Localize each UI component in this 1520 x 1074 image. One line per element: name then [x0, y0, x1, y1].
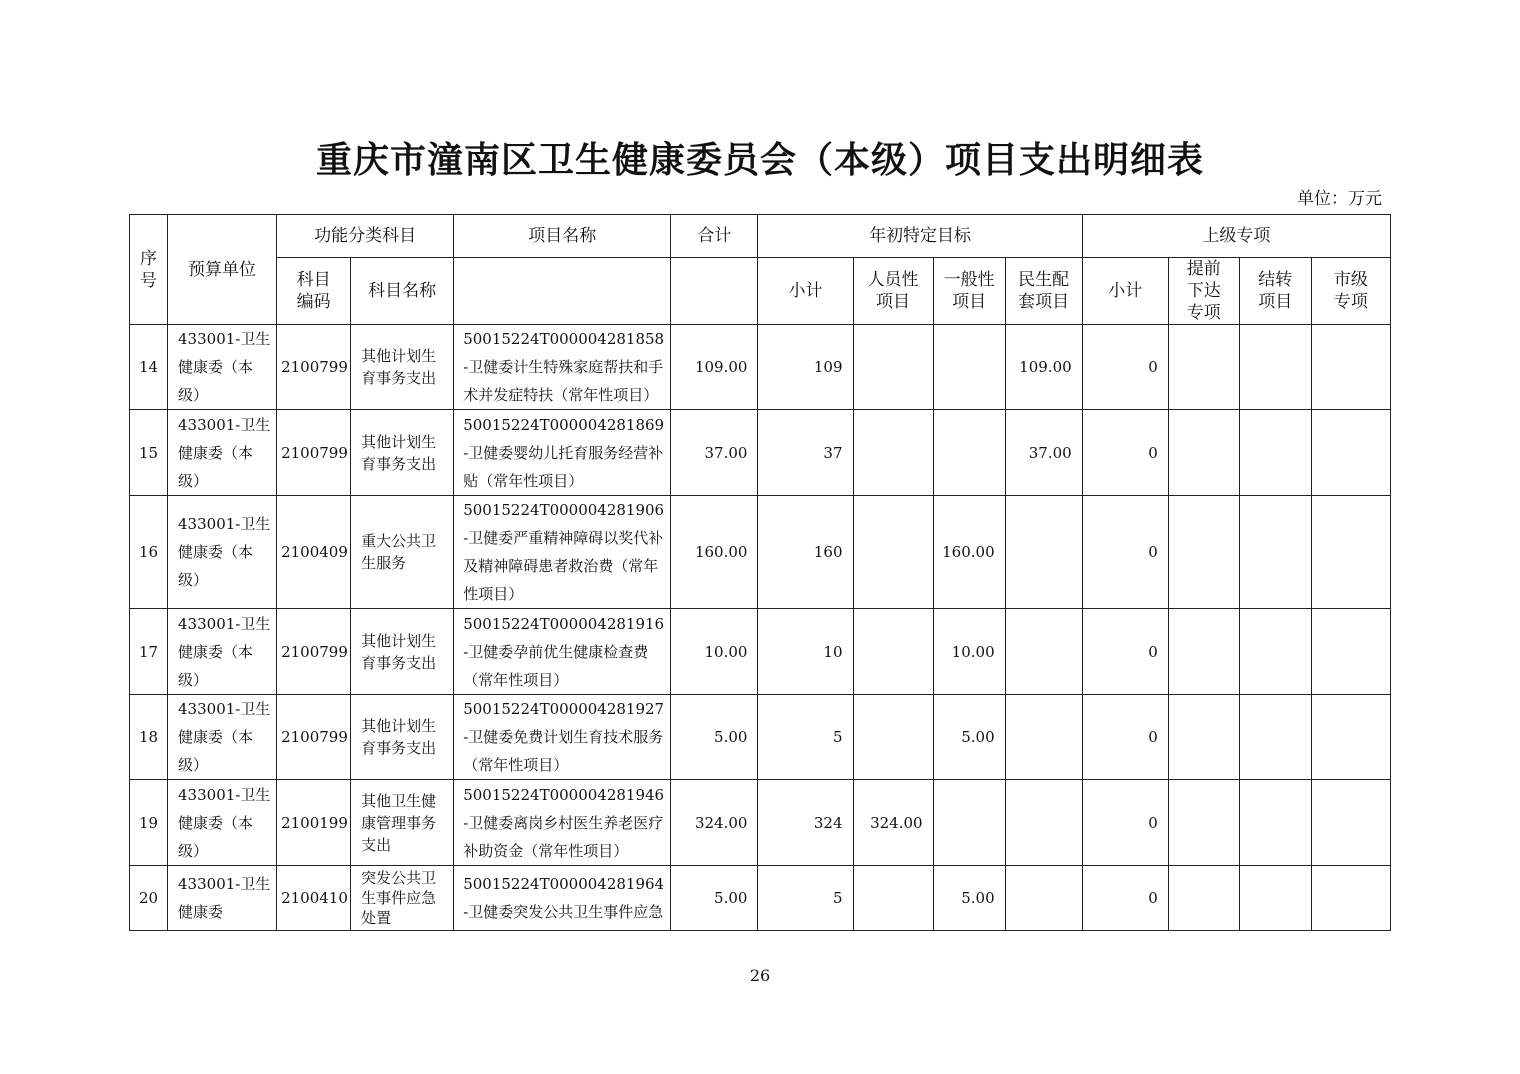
cell-budget-unit: 433001-卫生健康委（本级）	[168, 410, 277, 496]
cell-at-subtotal: 109	[758, 325, 853, 410]
cell-project-name: 50015224T000004281927-卫健委免费计划生育技术服务（常年性项目）	[454, 695, 671, 780]
header-sp-advance: 提前下达专项	[1168, 258, 1239, 325]
cell-at-personnel	[853, 866, 933, 931]
cell-total: 109.00	[671, 325, 758, 410]
cell-sp-carryover	[1239, 780, 1311, 866]
cell-at-subtotal: 37	[758, 410, 853, 496]
cell-seq: 14	[130, 325, 168, 410]
cell-project-name: 50015224T000004281906-卫健委严重精神障碍以奖代补及精神障碍患者救治费（常年性项目）	[454, 496, 671, 609]
cell-at-general: 5.00	[933, 695, 1005, 780]
cell-at-general: 10.00	[933, 609, 1005, 695]
cell-at-general	[933, 780, 1005, 866]
cell-sp-city	[1311, 609, 1390, 695]
table-row	[130, 866, 1391, 931]
cell-sp-city	[1311, 695, 1390, 780]
cell-at-personnel	[853, 496, 933, 609]
cell-sp-subtotal: 0	[1082, 866, 1168, 931]
cell-total: 37.00	[671, 410, 758, 496]
cell-seq: 15	[130, 410, 168, 496]
project-expense-table	[129, 214, 1391, 931]
cell-sp-subtotal: 0	[1082, 695, 1168, 780]
cell-at-subtotal: 10	[758, 609, 853, 695]
cell-subject-code: 2100799	[277, 695, 351, 780]
cell-sp-carryover	[1239, 325, 1311, 410]
cell-at-livelihood	[1005, 695, 1082, 780]
cell-subject-code: 2100799	[277, 609, 351, 695]
cell-sp-advance	[1168, 866, 1239, 931]
cell-at-livelihood	[1005, 496, 1082, 609]
table-row	[130, 410, 1391, 496]
cell-budget-unit: 433001-卫生健康委	[168, 866, 277, 931]
cell-at-personnel	[853, 325, 933, 410]
cell-seq: 18	[130, 695, 168, 780]
cell-sp-advance	[1168, 496, 1239, 609]
cell-at-general: 160.00	[933, 496, 1005, 609]
cell-sp-carryover	[1239, 866, 1311, 931]
cell-sp-city	[1311, 410, 1390, 496]
cell-subject-code: 2100410	[277, 866, 351, 931]
cell-at-livelihood	[1005, 780, 1082, 866]
cell-sp-advance	[1168, 695, 1239, 780]
header-budget-unit: 预算单位	[168, 215, 277, 325]
header-annual-target: 年初特定目标	[758, 215, 1082, 258]
cell-subject-name: 其他卫生健康管理事务支出	[351, 780, 454, 866]
table-row	[130, 325, 1391, 410]
cell-total: 324.00	[671, 780, 758, 866]
header-seq: 序号	[130, 215, 168, 325]
table-row	[130, 695, 1391, 780]
cell-at-general	[933, 410, 1005, 496]
header-func-class: 功能分类科目	[277, 215, 454, 258]
page-number: 26	[749, 966, 771, 985]
header-project-name-blank	[454, 258, 671, 325]
cell-sp-city	[1311, 866, 1390, 931]
cell-at-personnel: 324.00	[853, 780, 933, 866]
cell-at-subtotal: 324	[758, 780, 853, 866]
cell-at-livelihood: 37.00	[1005, 410, 1082, 496]
header-superior: 上级专项	[1082, 215, 1390, 258]
cell-total: 10.00	[671, 609, 758, 695]
cell-at-subtotal: 160	[758, 496, 853, 609]
header-subject-code: 科目编码	[277, 258, 351, 325]
cell-sp-advance	[1168, 609, 1239, 695]
cell-subject-code: 2100409	[277, 496, 351, 609]
cell-total: 160.00	[671, 496, 758, 609]
cell-budget-unit: 433001-卫生健康委（本级）	[168, 609, 277, 695]
cell-seq: 17	[130, 609, 168, 695]
header-at-general: 一般性项目	[933, 258, 1005, 325]
cell-budget-unit: 433001-卫生健康委（本级）	[168, 496, 277, 609]
cell-seq: 16	[130, 496, 168, 609]
cell-project-name: 50015224T000004281916-卫健委孕前优生健康检查费（常年性项目）	[454, 609, 671, 695]
cell-at-general: 5.00	[933, 866, 1005, 931]
header-at-livelihood: 民生配套项目	[1005, 258, 1082, 325]
cell-sp-carryover	[1239, 695, 1311, 780]
cell-sp-advance	[1168, 410, 1239, 496]
table-row	[130, 780, 1391, 866]
cell-at-personnel	[853, 695, 933, 780]
cell-sp-subtotal: 0	[1082, 496, 1168, 609]
cell-subject-name: 其他计划生育事务支出	[351, 325, 454, 410]
header-total: 合计	[671, 215, 758, 258]
cell-total: 5.00	[671, 866, 758, 931]
header-sp-city: 市级专项	[1311, 258, 1390, 325]
cell-at-personnel	[853, 609, 933, 695]
cell-sp-city	[1311, 325, 1390, 410]
cell-project-name: 50015224T000004281964-卫健委突发公共卫生事件应急	[454, 866, 671, 931]
cell-subject-name: 突发公共卫生事件应急处置	[351, 866, 454, 931]
cell-subject-code: 2100799	[277, 410, 351, 496]
cell-project-name: 50015224T000004281858-卫健委计生特殊家庭帮扶和手术并发症特扶（常年性项目）	[454, 325, 671, 410]
cell-at-livelihood	[1005, 866, 1082, 931]
cell-at-livelihood: 109.00	[1005, 325, 1082, 410]
header-project-name: 项目名称	[454, 215, 671, 258]
cell-subject-name: 其他计划生育事务支出	[351, 410, 454, 496]
cell-sp-city	[1311, 780, 1390, 866]
header-sp-carryover: 结转项目	[1239, 258, 1311, 325]
cell-budget-unit: 433001-卫生健康委（本级）	[168, 695, 277, 780]
cell-at-livelihood	[1005, 609, 1082, 695]
cell-sp-carryover	[1239, 496, 1311, 609]
header-sp-subtotal: 小计	[1082, 258, 1168, 325]
cell-subject-code: 2100199	[277, 780, 351, 866]
cell-budget-unit: 433001-卫生健康委（本级）	[168, 325, 277, 410]
table-row	[130, 609, 1391, 695]
header-at-personnel: 人员性项目	[853, 258, 933, 325]
cell-budget-unit: 433001-卫生健康委（本级）	[168, 780, 277, 866]
header-at-subtotal: 小计	[758, 258, 853, 325]
cell-sp-carryover	[1239, 410, 1311, 496]
cell-at-personnel	[853, 410, 933, 496]
page-title: 重庆市潼南区卫生健康委员会（本级）项目支出明细表	[315, 139, 1204, 181]
cell-total: 5.00	[671, 695, 758, 780]
header-subject-name: 科目名称	[351, 258, 454, 325]
cell-sp-advance	[1168, 780, 1239, 866]
cell-sp-city	[1311, 496, 1390, 609]
cell-at-subtotal: 5	[758, 866, 853, 931]
table-row	[130, 496, 1391, 609]
cell-sp-subtotal: 0	[1082, 780, 1168, 866]
cell-sp-advance	[1168, 325, 1239, 410]
cell-sp-subtotal: 0	[1082, 325, 1168, 410]
cell-seq: 20	[130, 866, 168, 931]
cell-at-subtotal: 5	[758, 695, 853, 780]
cell-subject-name: 重大公共卫生服务	[351, 496, 454, 609]
cell-subject-name: 其他计划生育事务支出	[351, 695, 454, 780]
cell-at-general	[933, 325, 1005, 410]
cell-project-name: 50015224T000004281869-卫健委婴幼儿托育服务经营补贴（常年性项目）	[454, 410, 671, 496]
unit-label: 单位：万元	[1297, 189, 1382, 209]
cell-sp-carryover	[1239, 609, 1311, 695]
cell-project-name: 50015224T000004281946-卫健委离岗乡村医生养老医疗补助资金（常年性项目）	[454, 780, 671, 866]
cell-seq: 19	[130, 780, 168, 866]
cell-subject-code: 2100799	[277, 325, 351, 410]
cell-sp-subtotal: 0	[1082, 609, 1168, 695]
header-total-blank	[671, 258, 758, 325]
cell-subject-name: 其他计划生育事务支出	[351, 609, 454, 695]
cell-sp-subtotal: 0	[1082, 410, 1168, 496]
